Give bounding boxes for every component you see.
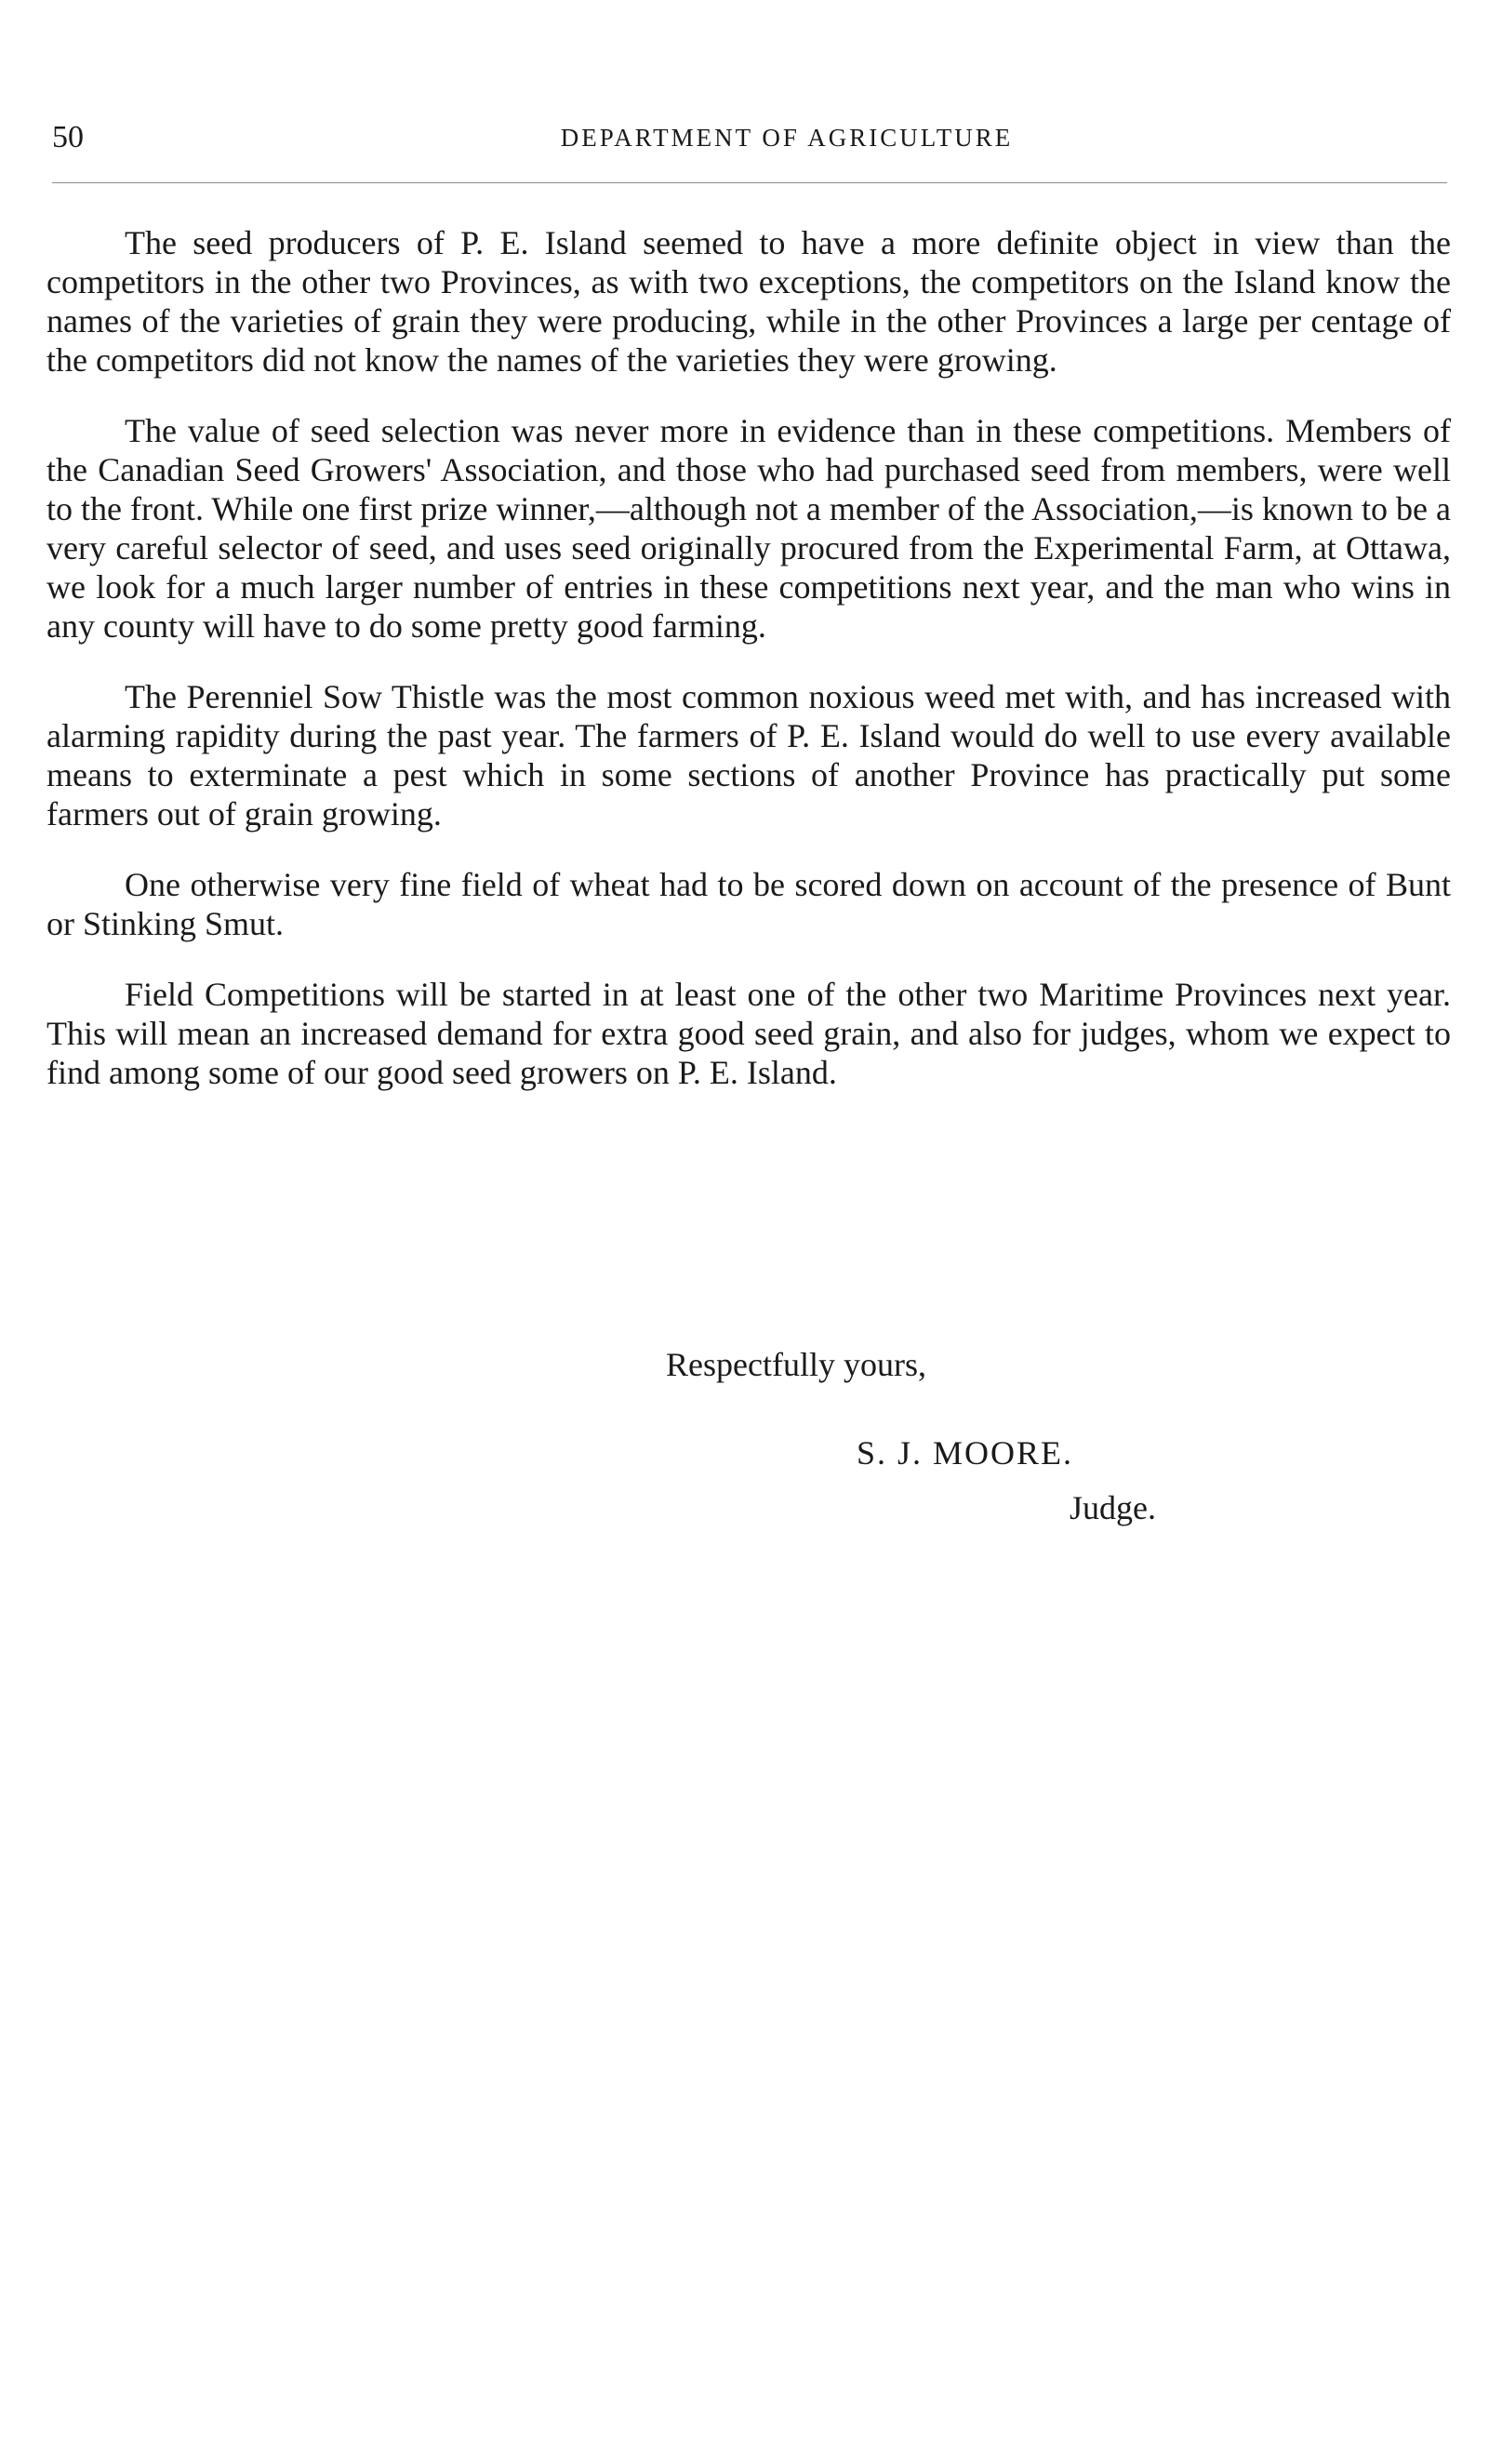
closing-salutation: Respectfully yours,: [666, 1346, 926, 1383]
paragraph-sow-thistle: The Perenniel Sow Thistle was the most common noxious weed met with, and has increased with alarming rapidity during the past year. The farmers of P. E. Island would do well to use every available means to exterminate a pest which in some sections of another Province has practically put some farmers out of grain growing.: [47, 678, 1451, 832]
paragraph-field-competitions: Field Competitions will be started in at least one of the other two Maritime Provinces next year. This will mean an increased demand for extra good seed grain, and also for judges, whom we expect to find among some of our good seed growers on P. E. Island.: [47, 976, 1451, 1091]
signature-name: S. J. MOORE.: [857, 1434, 1074, 1472]
paragraph-smut: One otherwise very fine field of wheat had to be scored down on account of the presence of Bunt or Stinking Smut.: [47, 866, 1451, 942]
header-title: DEPARTMENT OF AGRICULTURE: [560, 124, 1014, 152]
running-head: [52, 115, 1447, 160]
paragraph-seed-producers: The seed producers of P. E. Island seemed to have a more definite object in view than the competitors in the other two Provinces, as with two exceptions, the competitors on the Island know the names of the varieties of grain they were producing, while in the other Provinces a large per centage of the competitors did not know the names of the varieties they were growing.: [47, 224, 1451, 379]
signature-title: Judge.: [1070, 1489, 1156, 1526]
header-rule: [52, 182, 1447, 183]
paragraph-seed-selection: The value of seed selection was never more in evidence than in these competitions. Members of the Canadian Seed Growers' Association, and those who had purchased seed from members, were well to the front. While one first prize winner,—although not a member of the Association,—is known to be a very careful selector of seed, and uses seed originally procured from the Experimental Farm, at Ottawa, we look for a much larger number of entries in these competitions next year, and the man who wins in any county will have to do some pretty good farming.: [47, 412, 1451, 645]
letter-body: [47, 223, 1451, 1124]
page-number: 50: [52, 120, 84, 154]
